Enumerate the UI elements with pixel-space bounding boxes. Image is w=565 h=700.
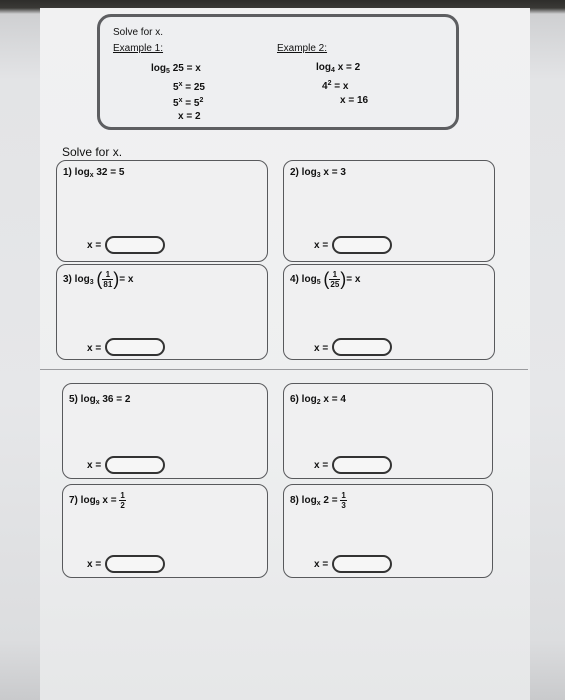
answer-label: x =: [87, 240, 102, 251]
log-base: 2: [316, 399, 321, 406]
log-base: 3: [316, 172, 321, 179]
example2-line1-base: 4: [331, 67, 335, 74]
log-base: x: [95, 399, 100, 406]
example2-line2: [322, 78, 348, 93]
problem-number: 3): [63, 274, 72, 286]
example1-line3-exp2: 2: [199, 97, 204, 104]
problem-number: 7): [69, 495, 78, 507]
answer-1-field[interactable]: [105, 236, 165, 254]
problem-1-box: [56, 160, 268, 262]
example2-line2-rest: = x: [331, 81, 349, 92]
problem-number: 2): [290, 167, 299, 178]
problem-rest: x = 3: [323, 167, 346, 178]
problem-number: 6): [290, 394, 299, 405]
fraction: $\frac{1}{25}$: [330, 270, 340, 289]
example2-answer: x = 16: [340, 95, 369, 106]
answer-label: x =: [87, 460, 102, 471]
fraction: $\frac{1}{2}$: [120, 491, 125, 510]
problem-2-text: 2) $\log_3 x = 3$: [290, 167, 346, 179]
answer-8-field[interactable]: [332, 555, 392, 573]
example2-line2-exp: 2: [327, 80, 332, 87]
problem-2-box: [283, 160, 495, 262]
problem-8-box: [283, 484, 493, 578]
fraction: $\frac{1}{3}$: [341, 491, 346, 510]
answer-label: x =: [314, 240, 329, 251]
example2-line1: $\log_4 x = 2$: [316, 62, 361, 74]
log-base: 3: [89, 279, 94, 287]
example1-line2: [173, 79, 205, 94]
example1-line3-mid: = 5: [182, 98, 200, 109]
problem-7-text: 7) $\log_9 x$ = $\frac{1}{2}$: [69, 491, 125, 510]
example1-title: Example 1:: [113, 43, 164, 54]
answer-label: x =: [87, 343, 102, 354]
answer-3-field[interactable]: [105, 338, 165, 356]
log-base: x: [89, 172, 94, 179]
problem-1-text: 1) $\log_x 32 = 5$: [63, 167, 125, 179]
example1-answer: x = 2: [178, 111, 201, 122]
example2-line2-base: 4: [322, 81, 328, 92]
log-base: 9: [95, 500, 100, 508]
example1-line2-base: 5: [173, 82, 179, 93]
example1-line3-base: 5: [173, 98, 179, 109]
example1-line1: $\log_5 25 = x$: [151, 63, 201, 75]
problem-7-box: [62, 484, 268, 578]
problem-6-text: 6) $\log_2 x = 4$: [290, 394, 346, 406]
example1-line3-exp: x: [178, 97, 183, 104]
problem-rest: 32 = 5: [96, 167, 125, 178]
problem-rest: 36 = 2: [102, 394, 131, 405]
problem-8-text: 8) $\log_x 2$ = $\frac{1}{3}$: [290, 491, 346, 510]
problem-number: 5): [69, 394, 78, 405]
problem-5-text: 5) $\log_x 36 = 2$: [69, 394, 131, 406]
answer-2-field[interactable]: [332, 236, 392, 254]
problem-rest: 2 =: [323, 495, 338, 507]
answer-5-field[interactable]: [105, 456, 165, 474]
example1-line2-rest: = 25: [182, 82, 205, 93]
problem-rest: x =: [102, 495, 117, 507]
problem-3-box: [56, 264, 268, 360]
answer-label: x =: [314, 343, 329, 354]
answer-6-field[interactable]: [332, 456, 392, 474]
example1-line1-base: 5: [166, 68, 170, 75]
section-title: Solve for x.: [62, 145, 123, 159]
answer-7-field[interactable]: [105, 555, 165, 573]
answer-label: x =: [87, 559, 102, 570]
fraction: $\frac{1}{81}$: [103, 270, 113, 289]
example1-line1-rest: 25 = x: [172, 63, 201, 74]
problem-number: 1): [63, 167, 72, 178]
problem-rest: = x: [346, 274, 361, 286]
problem-rest: x = 4: [323, 394, 346, 405]
problem-number: 4): [290, 274, 299, 286]
problem-4-text: 4) $\log_5$ ( $\frac{1}{25}$ )= x: [290, 269, 361, 289]
example2-title: Example 2:: [277, 43, 328, 54]
section-divider: [40, 369, 528, 370]
problem-5-box: [62, 383, 268, 479]
example1-line2-exp: x: [178, 81, 183, 88]
problem-6-box: [283, 383, 493, 479]
answer-label: x =: [314, 559, 329, 570]
log-base: x: [316, 500, 321, 508]
answer-label: x =: [314, 460, 329, 471]
problem-number: 8): [290, 495, 299, 507]
problem-3-text: 3) $\log_3$ ( $\frac{1}{81}$ )= x: [63, 269, 134, 289]
problem-rest: = x: [119, 274, 134, 286]
problem-4-box: [283, 264, 495, 360]
example1-line3: [173, 95, 203, 110]
answer-4-field[interactable]: [332, 338, 392, 356]
example-instruction: Solve for x.: [113, 27, 164, 38]
example2-line1-rest: x = 2: [337, 62, 361, 73]
log-base: 5: [316, 279, 321, 287]
